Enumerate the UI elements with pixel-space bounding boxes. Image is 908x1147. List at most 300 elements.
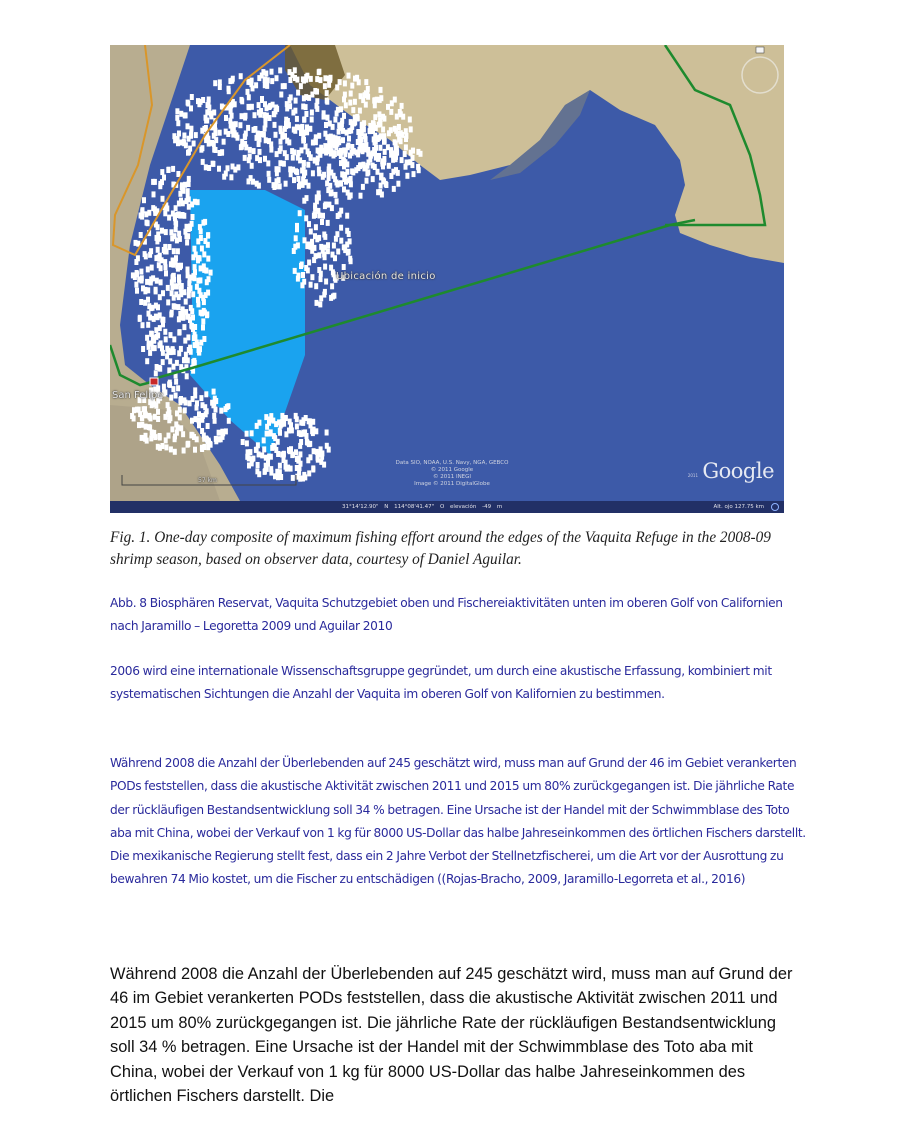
fishing-effort-point — [376, 169, 380, 175]
fishing-effort-point — [339, 238, 343, 244]
fishing-effort-point — [342, 264, 346, 270]
fishing-effort-point — [293, 67, 297, 73]
fishing-effort-point — [327, 447, 331, 453]
elevation: elevación -49 m — [450, 504, 503, 510]
fishing-effort-point — [262, 446, 266, 452]
google-logo-prefix: 2011 — [687, 473, 698, 478]
fishing-effort-point — [256, 462, 260, 468]
fishing-effort-point — [299, 431, 303, 437]
fishing-effort-point — [394, 154, 398, 160]
fishing-effort-point — [182, 448, 186, 454]
fishing-effort-point — [412, 171, 416, 177]
fishing-effort-point — [250, 104, 254, 110]
fishing-effort-point — [327, 166, 331, 172]
fishing-effort-point — [319, 271, 323, 277]
fishing-effort-point — [212, 389, 216, 395]
fishing-effort-point — [321, 248, 325, 254]
fishing-effort-point — [189, 131, 193, 137]
fishing-effort-point — [322, 110, 326, 116]
fishing-effort-point — [173, 213, 177, 219]
fishing-effort-point — [326, 242, 330, 248]
fishing-effort-point — [229, 108, 233, 114]
fishing-effort-point — [203, 404, 207, 410]
fishing-effort-point — [182, 133, 186, 139]
fishing-effort-point — [344, 102, 348, 108]
fishing-effort-point — [335, 198, 339, 204]
fishing-effort-point — [323, 264, 327, 270]
fishing-effort-point — [270, 69, 274, 75]
fishing-effort-point — [291, 452, 295, 458]
fishing-effort-point — [169, 395, 173, 401]
fishing-effort-point — [202, 336, 206, 342]
fishing-effort-point — [347, 136, 351, 142]
fishing-effort-point — [293, 75, 297, 81]
fishing-effort-point — [364, 146, 368, 152]
fishing-effort-point — [349, 176, 353, 182]
fishing-effort-point — [313, 88, 317, 94]
fishing-effort-point — [257, 183, 261, 189]
fishing-effort-point — [329, 189, 333, 195]
fishing-effort-point — [331, 135, 335, 141]
fishing-effort-point — [166, 167, 170, 173]
fishing-effort-point — [365, 178, 369, 184]
fishing-effort-point — [190, 432, 194, 438]
credit-line: © 2011 INEGI — [432, 474, 472, 480]
fishing-effort-point — [297, 183, 301, 189]
fishing-effort-point — [392, 186, 396, 192]
fishing-effort-point — [378, 97, 382, 103]
fishing-effort-point — [265, 424, 269, 430]
fishing-effort-point — [381, 127, 385, 133]
fishing-effort-point — [336, 213, 340, 219]
fishing-effort-point — [382, 139, 386, 145]
fishing-effort-point — [380, 173, 384, 179]
fishing-effort-point — [166, 285, 170, 291]
town-label: San Felipe — [112, 390, 164, 401]
fishing-effort-point — [272, 184, 276, 190]
fishing-effort-point — [150, 402, 154, 408]
fishing-effort-point — [252, 127, 256, 133]
fishing-effort-point — [284, 181, 288, 187]
fishing-effort-point — [279, 92, 283, 98]
fishing-effort-point — [160, 317, 164, 323]
fishing-effort-point — [231, 164, 235, 170]
fishing-effort-point — [293, 268, 297, 274]
fishing-effort-point — [241, 439, 245, 445]
fishing-effort-point — [146, 220, 150, 226]
fishing-effort-point — [288, 69, 292, 75]
fishing-effort-point — [320, 219, 324, 225]
fishing-effort-point — [319, 276, 323, 282]
fishing-effort-point — [247, 178, 251, 184]
fishing-effort-point — [393, 97, 397, 103]
fishing-effort-point — [255, 468, 259, 474]
fishing-effort-point — [294, 98, 298, 104]
fishing-effort-point — [143, 288, 147, 294]
fishing-effort-point — [300, 168, 304, 174]
fishing-effort-point — [207, 438, 211, 444]
fishing-effort-point — [358, 108, 362, 114]
fishing-effort-point — [326, 115, 330, 121]
fishing-effort-point — [290, 148, 294, 154]
fishing-effort-point — [245, 431, 249, 437]
latitude: 31°14'12.90" N — [342, 504, 389, 510]
fishing-effort-point — [324, 122, 328, 128]
fishing-effort-point — [342, 186, 346, 192]
fishing-effort-point — [404, 144, 408, 150]
fishing-effort-point — [329, 295, 333, 301]
start-location-label: Ubicación de inicio — [336, 271, 436, 282]
fishing-effort-point — [186, 357, 190, 363]
fishing-effort-point — [380, 192, 384, 198]
fishing-effort-point — [151, 205, 155, 211]
fishing-effort-point — [226, 165, 230, 171]
fishing-effort-point — [296, 90, 300, 96]
fishing-effort-point — [301, 138, 305, 144]
fishing-effort-point — [211, 161, 215, 167]
fishing-effort-point — [330, 283, 334, 289]
fishing-effort-point — [153, 345, 157, 351]
fishing-effort-point — [325, 99, 329, 105]
fishing-effort-point — [331, 252, 335, 258]
fishing-effort-point — [181, 185, 185, 191]
fishing-effort-point — [305, 124, 309, 130]
fishing-effort-point — [310, 110, 314, 116]
fishing-effort-point — [251, 85, 255, 91]
fishing-effort-point — [228, 78, 232, 84]
fishing-effort-point — [186, 123, 190, 129]
fishing-effort-point — [177, 201, 181, 207]
fishing-effort-point — [200, 428, 204, 434]
fishing-effort-point — [290, 427, 294, 433]
fishing-effort-point — [176, 171, 180, 177]
google-logo: Google — [702, 459, 774, 483]
fishing-effort-point — [172, 336, 176, 342]
fishing-effort-point — [156, 247, 160, 253]
fishing-effort-point — [174, 379, 178, 385]
fishing-effort-point — [140, 275, 144, 281]
fishing-effort-point — [199, 235, 203, 241]
fishing-effort-point — [202, 251, 206, 257]
fishing-effort-point — [263, 156, 267, 162]
fishing-effort-point — [316, 457, 320, 463]
fishing-effort-point — [247, 94, 251, 100]
fishing-effort-point — [279, 474, 283, 480]
fishing-effort-point — [337, 136, 341, 142]
fishing-effort-point — [185, 224, 189, 230]
fishing-effort-point — [192, 335, 196, 341]
fishing-effort-point — [383, 149, 387, 155]
fishing-effort-point — [163, 259, 167, 265]
fishing-effort-point — [283, 150, 287, 156]
fishing-effort-point — [178, 264, 182, 270]
fishing-effort-point — [279, 139, 283, 145]
fishing-effort-point — [399, 130, 403, 136]
fishing-effort-point — [334, 192, 338, 198]
fishing-effort-point — [161, 350, 165, 356]
fishing-effort-point — [389, 173, 393, 179]
fishing-effort-point — [267, 138, 271, 144]
fishing-effort-point — [328, 183, 332, 189]
fishing-effort-point — [295, 124, 299, 130]
fishing-effort-point — [207, 141, 211, 147]
fishing-effort-point — [394, 141, 398, 147]
fishing-effort-point — [254, 82, 258, 88]
fishing-effort-point — [257, 420, 261, 426]
fishing-effort-point — [193, 447, 197, 453]
fishing-effort-point — [156, 416, 160, 422]
fishing-effort-point — [268, 431, 272, 437]
fishing-effort-point — [263, 101, 267, 107]
fishing-effort-point — [350, 83, 354, 89]
fishing-effort-point — [184, 299, 188, 305]
fishing-effort-point — [214, 407, 218, 413]
fishing-effort-point — [257, 75, 261, 81]
fishing-effort-point — [299, 83, 303, 89]
figure-description: Abb. 8 Biosphären Reservat, Vaquita Schutzgebiet oben und Fischereiaktivitäten unten im oberen Golf von Californien nach Jaramillo – Legoretta 2009 und Aguilar 2010 — [110, 596, 783, 634]
fishing-effort-point — [229, 123, 233, 129]
fishing-effort-point — [243, 155, 247, 161]
fishing-effort-point — [158, 366, 162, 372]
fishing-effort-point — [148, 350, 152, 356]
fishing-effort-point — [154, 370, 158, 376]
fishing-effort-point — [245, 440, 249, 446]
fishing-effort-point — [319, 77, 323, 83]
fishing-effort-point — [306, 457, 310, 463]
fishing-effort-point — [343, 80, 347, 86]
fishing-effort-point — [189, 105, 193, 111]
fishing-effort-point — [170, 426, 174, 432]
fishing-effort-point — [185, 240, 189, 246]
fishing-effort-point — [274, 421, 278, 427]
fishing-effort-point — [310, 248, 314, 254]
fishing-effort-point — [358, 142, 362, 148]
fishing-effort-point — [326, 248, 330, 254]
fishing-effort-point — [314, 224, 318, 230]
fishing-effort-point — [169, 446, 173, 452]
fishing-effort-point — [179, 314, 183, 320]
fishing-effort-point — [174, 291, 178, 297]
fishing-effort-point — [310, 117, 314, 123]
fishing-effort-point — [265, 431, 269, 437]
fishing-effort-point — [205, 279, 209, 285]
fishing-effort-point — [143, 412, 147, 418]
fishing-effort-point — [272, 111, 276, 117]
fishing-effort-point — [268, 115, 272, 121]
fishing-effort-point — [146, 322, 150, 328]
eye-altitude: Alt. ojo 127.75 km — [713, 504, 764, 510]
fishing-effort-point — [178, 407, 182, 413]
fishing-effort-point — [167, 417, 171, 423]
fishing-effort-point — [317, 133, 321, 139]
fishing-effort-point — [376, 189, 380, 195]
fishing-effort-point — [374, 145, 378, 151]
fishing-effort-point — [387, 163, 391, 169]
fishing-effort-point — [191, 214, 195, 220]
fishing-effort-point — [234, 132, 238, 138]
fishing-effort-point — [191, 254, 195, 260]
fishing-effort-point — [244, 144, 248, 150]
fishing-effort-point — [157, 262, 161, 268]
fishing-effort-point — [296, 155, 300, 161]
fishing-effort-point — [176, 424, 180, 430]
fishing-effort-point — [250, 163, 254, 169]
fishing-effort-point — [320, 450, 324, 456]
fishing-effort-point — [389, 147, 393, 153]
fishing-effort-point — [275, 106, 279, 112]
fishing-effort-point — [373, 114, 377, 120]
fishing-effort-point — [312, 427, 316, 433]
fishing-effort-point — [287, 122, 291, 128]
fishing-effort-point — [294, 235, 298, 241]
fishing-effort-point — [257, 110, 261, 116]
fishing-effort-point — [289, 171, 293, 177]
fishing-effort-point — [163, 329, 167, 335]
fishing-effort-point — [187, 280, 191, 286]
fishing-effort-point — [345, 228, 349, 234]
fishing-effort-point — [285, 105, 289, 111]
fishing-effort-point — [195, 405, 199, 411]
satellite-map — [110, 45, 784, 513]
fishing-effort-point — [301, 76, 305, 82]
coordinates-readout — [342, 504, 502, 510]
fishing-effort-point — [186, 100, 190, 106]
fishing-effort-point — [250, 430, 254, 436]
fishing-effort-point — [364, 102, 368, 108]
fishing-effort-point — [263, 469, 267, 475]
fishing-effort-point — [329, 151, 333, 157]
fishing-effort-point — [193, 360, 197, 366]
fishing-effort-point — [195, 436, 199, 442]
fishing-effort-point — [339, 225, 343, 231]
fishing-effort-point — [161, 359, 165, 365]
fishing-effort-point — [364, 79, 368, 85]
fishing-effort-point — [247, 157, 251, 163]
fishing-effort-point — [171, 386, 175, 392]
fishing-effort-point — [178, 329, 182, 335]
fishing-effort-point — [179, 364, 183, 370]
fishing-effort-point — [300, 262, 304, 268]
fishing-effort-point — [377, 122, 381, 128]
fishing-effort-point — [315, 236, 319, 242]
fishing-effort-point — [183, 407, 187, 413]
fishing-effort-point — [405, 173, 409, 179]
fishing-effort-point — [279, 126, 283, 132]
fishing-effort-point — [326, 220, 330, 226]
fishing-effort-point — [155, 364, 159, 370]
fishing-effort-point — [262, 437, 266, 443]
fishing-effort-point — [175, 115, 179, 121]
fishing-effort-point — [196, 98, 200, 104]
fishing-effort-point — [194, 132, 198, 138]
fishing-effort-point — [172, 364, 176, 370]
fishing-effort-point — [255, 135, 259, 141]
fishing-effort-point — [287, 447, 291, 453]
fishing-effort-point — [278, 463, 282, 469]
fishing-effort-point — [182, 324, 186, 330]
fishing-effort-point — [309, 229, 313, 235]
fishing-effort-point — [327, 175, 331, 181]
fishing-effort-point — [350, 150, 354, 156]
fishing-effort-point — [164, 229, 168, 235]
fishing-effort-point — [295, 169, 299, 175]
fishing-effort-point — [359, 193, 363, 199]
fishing-effort-point — [304, 111, 308, 117]
fishing-effort-point — [178, 140, 182, 146]
fishing-effort-point — [170, 235, 174, 241]
fishing-effort-point — [213, 80, 217, 86]
fishing-effort-point — [209, 113, 213, 119]
fishing-effort-point — [372, 123, 376, 129]
fishing-effort-point — [343, 92, 347, 98]
fishing-effort-point — [273, 122, 277, 128]
fishing-effort-point — [311, 465, 315, 471]
fishing-effort-point — [178, 236, 182, 242]
fishing-effort-point — [295, 465, 299, 471]
fishing-effort-point — [345, 213, 349, 219]
fishing-effort-point — [356, 165, 360, 171]
fishing-effort-point — [176, 248, 180, 254]
fishing-effort-point — [299, 439, 303, 445]
fishing-effort-point — [165, 206, 169, 212]
fishing-effort-point — [167, 367, 171, 373]
fishing-effort-point — [209, 270, 213, 276]
credit-line: Data SIO, NOAA, U.S. Navy, NGA, GEBCO — [395, 460, 509, 466]
fishing-effort-point — [240, 144, 244, 150]
fishing-effort-point — [417, 167, 421, 173]
fishing-effort-point — [148, 414, 152, 420]
fishing-effort-point — [207, 97, 211, 103]
fishing-effort-point — [301, 272, 305, 278]
fishing-effort-point — [151, 335, 155, 341]
fishing-effort-point — [404, 164, 408, 170]
fishing-effort-point — [178, 397, 182, 403]
fishing-effort-point — [198, 346, 202, 352]
fishing-effort-point — [187, 287, 191, 293]
fishing-effort-point — [154, 314, 158, 320]
fishing-effort-point — [187, 347, 191, 353]
fishing-effort-point — [340, 122, 344, 128]
fishing-effort-point — [214, 436, 218, 442]
fishing-effort-point — [150, 429, 154, 435]
fishing-effort-point — [289, 422, 293, 428]
fishing-effort-point — [165, 353, 169, 359]
fishing-effort-point — [206, 242, 210, 248]
fishing-effort-point — [179, 425, 183, 431]
fishing-effort-point — [191, 291, 195, 297]
fishing-effort-point — [202, 263, 206, 269]
fishing-effort-point — [345, 169, 349, 175]
fishing-effort-point — [254, 447, 258, 453]
fishing-effort-point — [186, 188, 190, 194]
fishing-effort-point — [295, 226, 299, 232]
fishing-effort-point — [271, 443, 275, 449]
fishing-effort-point — [305, 73, 309, 79]
fishing-effort-point — [318, 301, 322, 307]
fishing-effort-point — [338, 79, 342, 85]
fishing-effort-point — [200, 246, 204, 252]
fishing-effort-point — [199, 395, 203, 401]
fishing-effort-point — [161, 196, 165, 202]
fishing-effort-point — [386, 104, 390, 110]
fishing-effort-point — [200, 417, 204, 423]
fishing-effort-point — [186, 441, 190, 447]
fishing-effort-point — [325, 90, 329, 96]
fishing-effort-point — [272, 433, 276, 439]
fishing-effort-point — [137, 422, 141, 428]
fishing-effort-point — [323, 203, 327, 209]
fishing-effort-point — [160, 228, 164, 234]
